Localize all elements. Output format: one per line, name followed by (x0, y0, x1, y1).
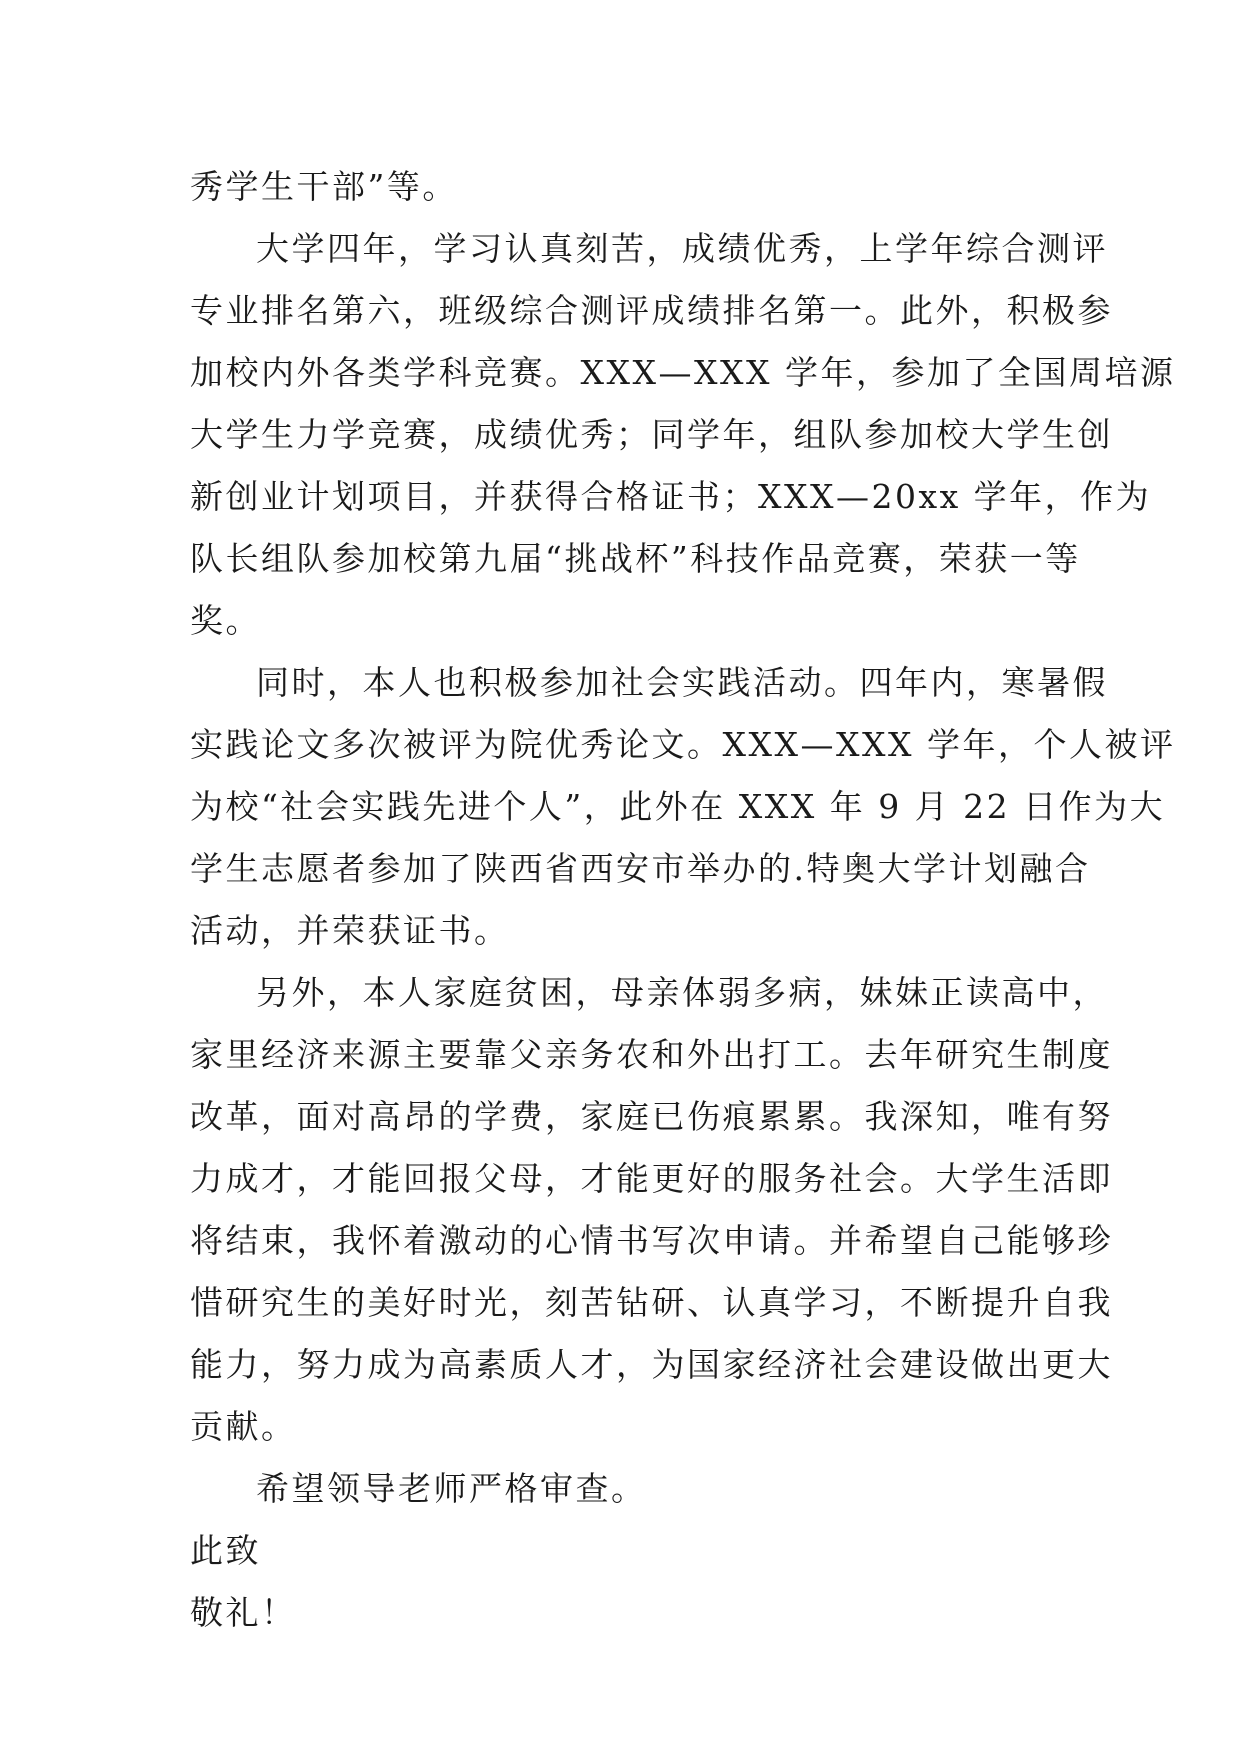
text-line: 大学四年，学习认真刻苦，成绩优秀，上学年综合测评 (256, 229, 1108, 268)
text-line: 惜研究生的美好时光，刻苦钻研、认真学习，不断提升自我 (190, 1283, 1113, 1322)
text-line: 贡献。 (190, 1407, 297, 1446)
text-line: 实践论文多次被评为院优秀论文。XXX—XXX 学年，个人被评 (190, 725, 1176, 764)
text-line: 另外，本人家庭贫困，母亲体弱多病，妹妹正读高中， (256, 973, 1108, 1012)
text-line: 同时，本人也积极参加社会实践活动。四年内，寒暑假 (256, 663, 1108, 702)
salutation-line: 敬礼！ (190, 1593, 297, 1632)
text-line: 将结束，我怀着激动的心情书写次申请。并希望自己能够珍 (190, 1221, 1113, 1260)
text-line: 为校“社会实践先进个人”，此外在 XXX 年 9 月 22 日作为大 (190, 787, 1166, 826)
salutation-line: 此致 (190, 1531, 261, 1570)
text-line: 新创业计划项目，并获得合格证书；XXX—20xx 学年，作为 (190, 477, 1152, 516)
text-line: 加校内外各类学科竞赛。XXX—XXX 学年，参加了全国周培源 (190, 353, 1176, 392)
text-line: 改革，面对高昂的学费，家庭已伤痕累累。我深知，唯有努 (190, 1097, 1113, 1136)
closing-line: 希望领导老师严格审查。 (256, 1469, 647, 1508)
text-line: 力成才，才能回报父母，才能更好的服务社会。大学生活即 (190, 1159, 1113, 1198)
text-line: 活动，并荣获证书。 (190, 911, 510, 950)
text-line: 家里经济来源主要靠父亲务农和外出打工。去年研究生制度 (190, 1035, 1113, 1074)
text-line: 专业排名第六，班级综合测评成绩排名第一。此外，积极参 (190, 291, 1113, 330)
text-line: 队长组队参加校第九届“挑战杯”科技作品竞赛，荣获一等 (190, 539, 1081, 578)
text-line: 奖。 (190, 601, 261, 640)
text-line: 大学生力学竞赛，成绩优秀；同学年，组队参加校大学生创 (190, 415, 1113, 454)
text-line: 秀学生干部”等。 (190, 167, 458, 206)
text-line: 学生志愿者参加了陕西省西安市举办的.特奥大学计划融合 (190, 849, 1091, 888)
letter-body (190, 156, 1176, 1644)
text-line: 能力，努力成为高素质人才，为国家经济社会建设做出更大 (190, 1345, 1113, 1384)
